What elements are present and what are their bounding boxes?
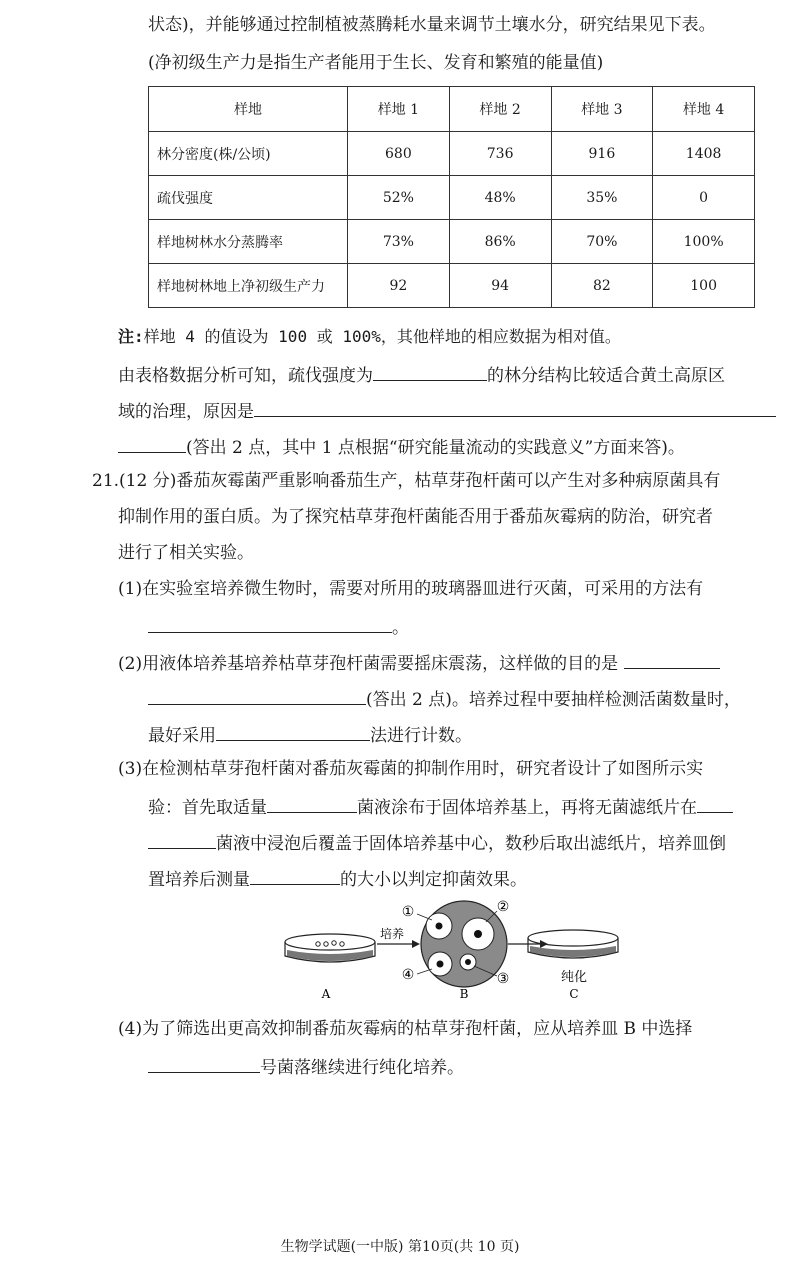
table-header-cell: 样地 2 xyxy=(449,87,551,132)
q21-intro-3: 进行了相关实验。 xyxy=(118,543,254,563)
callout-1: ① xyxy=(401,904,415,920)
q21-text: 验：首先取适量 xyxy=(148,798,267,818)
answer-blank[interactable] xyxy=(216,722,370,741)
table-cell: 100% xyxy=(653,220,755,264)
petri-dish-b xyxy=(417,901,507,987)
table-cell: 92 xyxy=(348,264,450,308)
answer-blank[interactable] xyxy=(148,1054,260,1073)
q20-text: 由表格数据分析可知，疏伐强度为 xyxy=(118,366,373,386)
callout-4: ④ xyxy=(401,967,415,983)
q21-sub2-line-1 xyxy=(118,650,720,675)
q21-text: 。 xyxy=(392,618,409,638)
label-a: A xyxy=(321,987,331,1001)
note-label: 注: xyxy=(118,327,144,346)
answer-blank[interactable] xyxy=(697,794,733,813)
q21-sub4-line-2 xyxy=(148,1054,464,1079)
q21-sub3-line-3 xyxy=(148,830,726,855)
table-cell: 86% xyxy=(449,220,551,264)
note-text: 样地 4 的值设为 100 或 100%，其他样地的相应数据为相对值。 xyxy=(143,327,621,346)
table-cell: 样地树林水分蒸腾率 xyxy=(149,220,348,264)
arrow-right-icon xyxy=(377,940,420,948)
q21-sub3-line-4 xyxy=(148,866,527,891)
petri-dish-c xyxy=(528,930,618,958)
label-c: C xyxy=(569,987,579,1001)
q21-text: 菌液中浸泡后覆盖于固体培养基中心，数秒后取出滤纸片，培养皿倒 xyxy=(216,834,726,854)
table-row xyxy=(149,220,755,264)
table-cell: 0 xyxy=(653,176,755,220)
q21-intro-1: 21.(12 分)番茄灰霉菌严重影响番茄生产，枯草芽孢杆菌可以产生对多种病原菌具有 xyxy=(92,471,721,491)
q20-line-2 xyxy=(118,398,776,423)
q21-text: 号菌落继续进行纯化培养。 xyxy=(260,1058,464,1078)
table-cell: 680 xyxy=(348,132,450,176)
table-cell: 82 xyxy=(551,264,653,308)
q20-text: 的林分结构比较适合黄土高原区 xyxy=(487,366,725,386)
answer-blank[interactable] xyxy=(118,434,186,453)
q21-text: 菌液涂布于固体培养基上，再将无菌滤纸片在 xyxy=(357,798,697,818)
table-header-cell: 样地 1 xyxy=(348,87,450,132)
table-cell: 100 xyxy=(653,264,755,308)
table-cell: 52% xyxy=(348,176,450,220)
q21-text: (2)用液体培养基培养枯草芽孢杆菌需要摇床震荡，这样做的目的是 xyxy=(118,654,619,674)
q21-sub3-line-1: (3)在检测枯草芽孢杆菌对番茄灰霉菌的抑制作用时，研究者设计了如图所示实 xyxy=(118,759,704,779)
label-b: B xyxy=(459,987,469,1001)
experiment-figure xyxy=(0,894,800,1014)
answer-blank[interactable] xyxy=(373,362,487,381)
answer-blank[interactable] xyxy=(254,398,776,417)
table-cell: 48% xyxy=(449,176,551,220)
q21-sub1-line-2 xyxy=(148,614,409,639)
q21-intro-2: 抑制作用的蛋白质。为了探究枯草芽孢杆菌能否用于番茄灰霉病的防治，研究者 xyxy=(118,507,713,527)
intro-line-2: (净初级生产力是指生产者能用于生长、发育和繁殖的能量值) xyxy=(148,53,604,73)
data-table xyxy=(148,86,755,308)
table-header-cell: 样地 4 xyxy=(653,87,755,132)
table-cell: 916 xyxy=(551,132,653,176)
q21-text: 置培养后测量 xyxy=(148,870,250,890)
table-cell: 736 xyxy=(449,132,551,176)
table-note xyxy=(118,326,621,348)
table-cell: 疏伐强度 xyxy=(149,176,348,220)
table-header-cell: 样地 xyxy=(149,87,348,132)
q21-text: (答出 2 点)。培养过程中要抽样检测活菌数量时， xyxy=(366,690,741,710)
q21-sub4-line-1: (4)为了筛选出更高效抑制番茄灰霉病的枯草芽孢杆菌，应从培养皿 B 中选择 xyxy=(118,1019,693,1039)
answer-blank[interactable] xyxy=(148,614,392,633)
table-row xyxy=(149,132,755,176)
q21-sub3-line-2 xyxy=(148,794,733,819)
answer-blank[interactable] xyxy=(624,650,720,669)
q20-line-3 xyxy=(118,434,685,459)
q21-text: 法进行计数。 xyxy=(370,726,472,746)
answer-blank[interactable] xyxy=(148,830,216,849)
table-row xyxy=(149,264,755,308)
table-cell: 1408 xyxy=(653,132,755,176)
petri-dish-a xyxy=(285,934,375,962)
q20-text: (答出 2 点，其中 1 点根据“研究能量流动的实践意义”方面来答)。 xyxy=(186,438,685,458)
arrow-label-culture: 培养 xyxy=(379,927,405,941)
q20-text: 域的治理，原因是 xyxy=(118,402,254,422)
q21-text: 的大小以判定抑菌效果。 xyxy=(340,870,527,890)
callout-3: ③ xyxy=(496,971,510,987)
q21-text: 最好采用 xyxy=(148,726,216,746)
intro-line-1: 状态)，并能够通过控制植被蒸腾耗水量来调节土壤水分，研究结果见下表。 xyxy=(148,15,716,35)
table-cell: 94 xyxy=(449,264,551,308)
q21-sub1-line-1: (1)在实验室培养微生物时，需要对所用的玻璃器皿进行灭菌，可采用的方法有 xyxy=(118,579,704,599)
table-header-cell: 样地 3 xyxy=(551,87,653,132)
table-cell: 70% xyxy=(551,220,653,264)
table-cell: 35% xyxy=(551,176,653,220)
table-cell: 样地树林地上净初级生产力 xyxy=(149,264,348,308)
colony-spots-icon xyxy=(316,941,344,946)
table-row xyxy=(149,176,755,220)
answer-blank[interactable] xyxy=(267,794,357,813)
callout-2: ② xyxy=(496,899,510,915)
answer-blank[interactable] xyxy=(148,686,366,705)
table-cell: 林分密度(株/公顷) xyxy=(149,132,348,176)
page-footer: 生物学试题(一中版) 第10页(共 10 页) xyxy=(280,1239,520,1255)
table-header-row xyxy=(149,87,755,132)
answer-blank[interactable] xyxy=(250,866,340,885)
arrow-label-purify: 纯化 xyxy=(560,970,588,985)
q21-sub2-line-2 xyxy=(148,686,741,711)
q21-sub2-line-3 xyxy=(148,722,472,747)
q20-line-1 xyxy=(118,362,725,387)
table-cell: 73% xyxy=(348,220,450,264)
